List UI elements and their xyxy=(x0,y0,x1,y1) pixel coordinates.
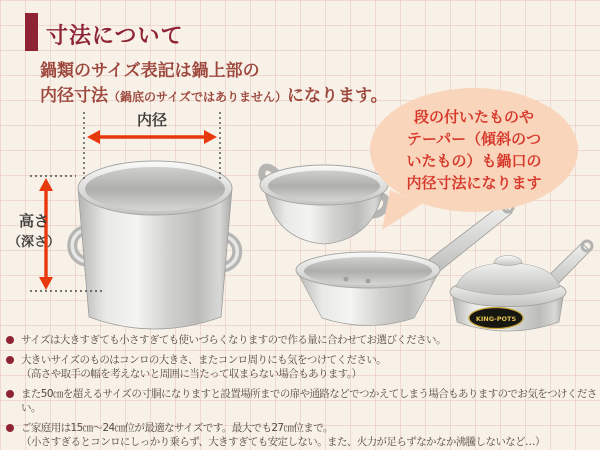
callout-bubble xyxy=(370,88,578,212)
note-subtext: （小さすぎるとコンロにしっかり乗らず、大きすぎても安定しない。また、火力が足らずなかなか沸騰しないなど…） xyxy=(21,436,545,448)
callout-line-2: テーパー（傾斜のつ xyxy=(406,130,542,148)
height-arrowhead-bottom xyxy=(39,277,53,290)
height-label-line1: 高さ xyxy=(18,212,49,230)
tapered-pan-rivet-2 xyxy=(366,279,371,284)
stockpot-image xyxy=(58,154,250,340)
subtitle-line1: 鍋類のサイズ表記は鍋上部の xyxy=(40,61,260,81)
subtitle-line2-note: （鍋底のサイズではありません） xyxy=(108,90,288,104)
height-arrowhead-top xyxy=(39,178,53,191)
note-item-3 xyxy=(6,387,598,415)
bullet-icon xyxy=(6,390,14,398)
inner-diameter-arrowhead-right xyxy=(204,130,217,144)
stockpot-interior xyxy=(85,167,225,211)
note-item-2 xyxy=(6,353,598,381)
callout-line-3: いたもの）も鍋口の xyxy=(406,152,542,170)
note-subtext: （高さや取手の幅を考えないと周囲に当たって収まらない場合もあります。） xyxy=(21,368,362,380)
note-item-1 xyxy=(6,333,598,347)
subtitle-line2-tail: になります。 xyxy=(287,86,388,106)
lidded-pan-lid-knob xyxy=(494,256,522,266)
brand-emblem-text: KING-POTS xyxy=(475,315,517,323)
note-text: ご家庭用は15㎝～24㎝位が最適なサイズです。最大でも27㎝位まで。 xyxy=(21,422,333,434)
note-text: 大きいサイズのものはコンロの大きさ、またコンロ周りにも気をつけてください。 xyxy=(21,354,387,366)
page-title: 寸法について xyxy=(46,24,184,49)
bullet-icon xyxy=(6,356,14,364)
note-text: サイズは大きすぎても小さすぎても使いづらくなりますので作る量に合わせてお選びください。 xyxy=(21,334,446,346)
subtitle-line2-main: 内径寸法 xyxy=(40,86,108,106)
callout-line-1: 段の付いたものや xyxy=(413,108,534,126)
inner-diameter-label: 内径 xyxy=(136,111,167,129)
height-label-line2: （深さ） xyxy=(7,235,60,250)
notes-list xyxy=(6,333,598,450)
subtitle xyxy=(40,59,388,110)
height-label xyxy=(0,211,68,253)
lidded-pan-image xyxy=(446,230,598,344)
bullet-icon xyxy=(6,336,14,344)
bullet-icon xyxy=(6,424,14,432)
inner-diameter-arrowhead-left xyxy=(87,130,100,144)
lidded-pan-lid-dome xyxy=(456,263,560,295)
title-marker-bar xyxy=(25,13,38,51)
tapered-pan-rivet-1 xyxy=(344,277,349,282)
note-text: また50㎝を超えるサイズの寸胴になりますと設置場所までの扉や通路などでつかえてしまう場合もありますのでお気をつけください。 xyxy=(21,388,597,414)
lidded-pan-handle-ring xyxy=(582,241,592,251)
callout-text xyxy=(406,106,541,194)
callout-line-4: 内径寸法になります xyxy=(406,174,542,192)
note-item-4 xyxy=(6,421,598,449)
